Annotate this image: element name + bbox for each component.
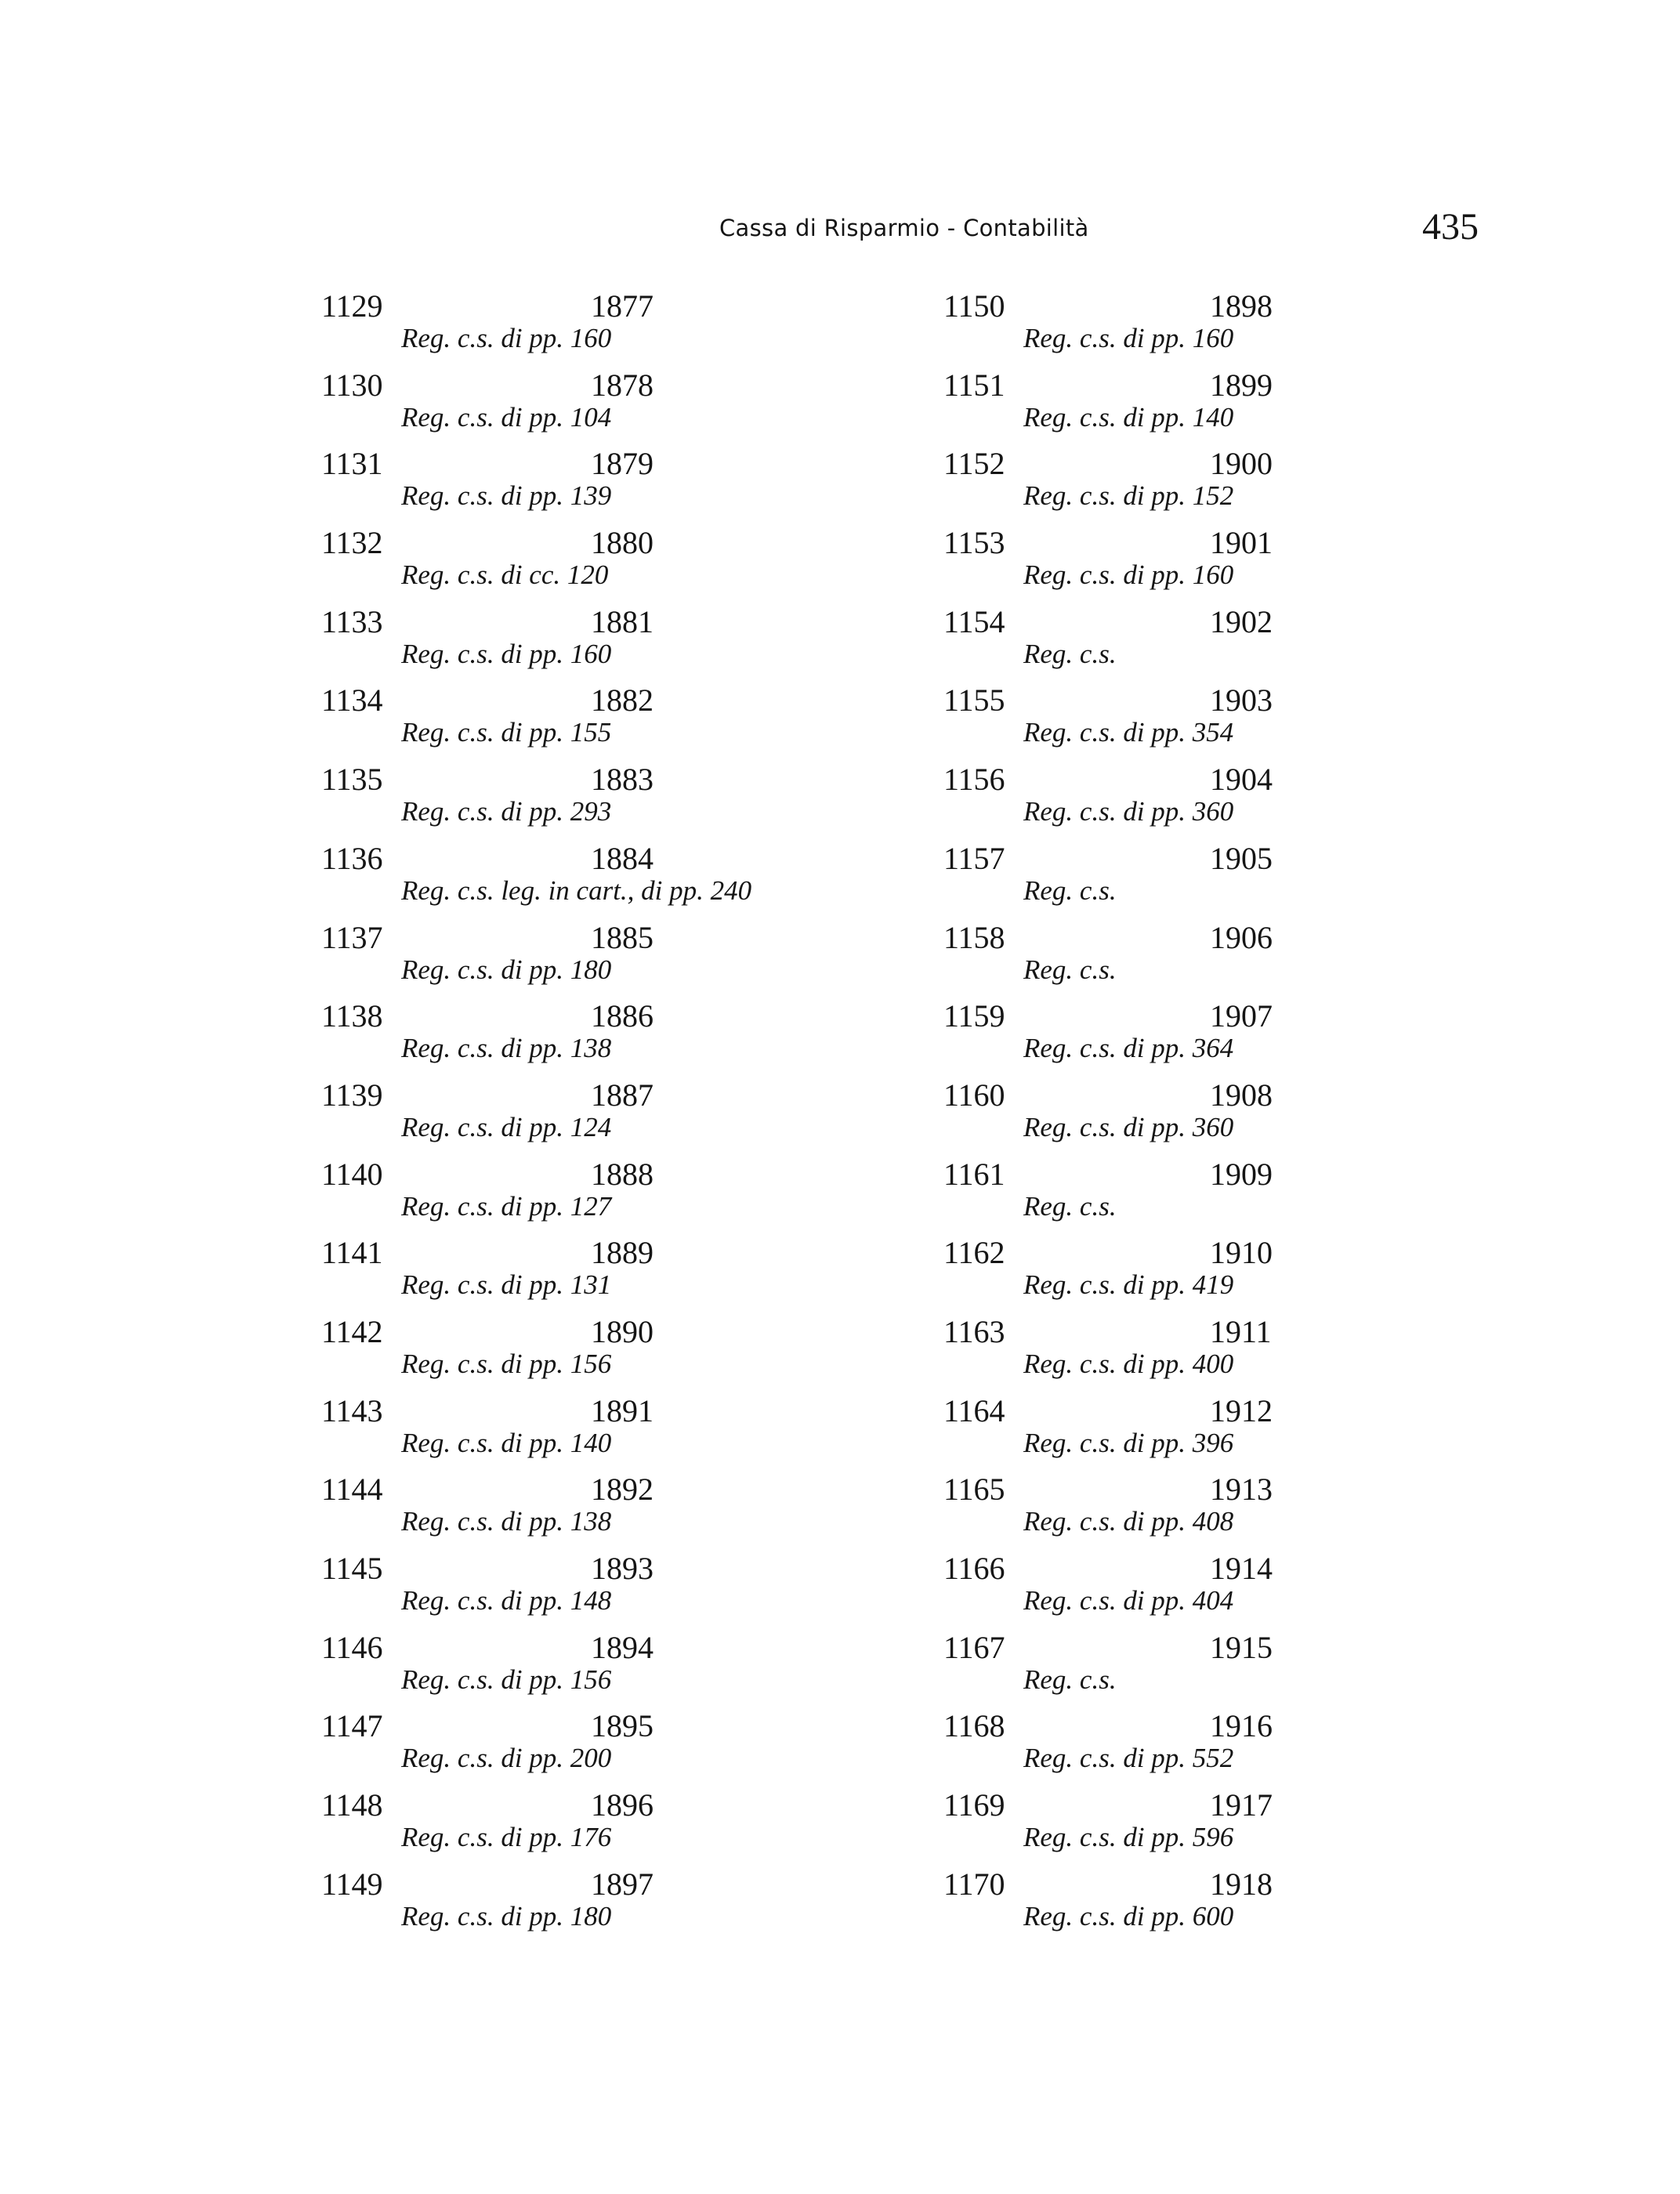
entry-number: 1140 xyxy=(321,1156,383,1192)
entry-description: Reg. c.s. di pp. 408 xyxy=(1023,1506,1234,1537)
entry-year: 1910 xyxy=(1210,1235,1273,1271)
catalogue-entry xyxy=(321,998,823,1077)
catalogue-entry xyxy=(321,1077,823,1157)
entry-year: 1881 xyxy=(591,603,654,639)
entry-description: Reg. c.s. di pp. 160 xyxy=(1023,559,1234,591)
catalogue-entry xyxy=(321,1472,823,1551)
catalogue-entry xyxy=(321,446,823,525)
entry-description: Reg. c.s. di pp. 139 xyxy=(401,480,612,512)
catalogue-entry xyxy=(321,367,823,447)
entry-year: 1893 xyxy=(591,1551,654,1586)
entry-number: 1138 xyxy=(321,998,383,1034)
entry-year: 1909 xyxy=(1210,1156,1273,1192)
catalogue-entry xyxy=(943,525,1445,604)
entry-description: Reg. c.s. di pp. 293 xyxy=(401,796,612,827)
entry-number: 1166 xyxy=(943,1551,1005,1586)
entry-number: 1139 xyxy=(321,1077,383,1113)
entry-year: 1878 xyxy=(591,367,654,403)
page-number: 435 xyxy=(1422,206,1479,248)
entry-number: 1162 xyxy=(943,1235,1005,1271)
entry-year: 1901 xyxy=(1210,525,1273,561)
catalogue-entry xyxy=(321,1630,823,1709)
entry-year: 1894 xyxy=(591,1629,654,1665)
entry-description: Reg. c.s. di pp. 200 xyxy=(401,1743,612,1774)
entry-number: 1163 xyxy=(943,1313,1005,1349)
left-column xyxy=(321,288,823,1945)
catalogue-entry xyxy=(321,1314,823,1393)
entry-number: 1144 xyxy=(321,1472,383,1508)
catalogue-entry xyxy=(943,682,1445,762)
entry-number: 1164 xyxy=(943,1392,1005,1428)
catalogue-entry xyxy=(321,288,823,367)
entry-description: Reg. c.s. di pp. 131 xyxy=(401,1269,612,1301)
entry-year: 1904 xyxy=(1210,762,1273,798)
right-column xyxy=(943,288,1445,1945)
entry-description: Reg. c.s. di pp. 140 xyxy=(401,1427,612,1458)
entry-year: 1917 xyxy=(1210,1787,1273,1823)
entry-year: 1895 xyxy=(591,1708,654,1744)
entry-number: 1137 xyxy=(321,919,383,955)
catalogue-entry xyxy=(943,1630,1445,1709)
entry-description: Reg. c.s. di cc. 120 xyxy=(401,559,609,591)
entry-number: 1149 xyxy=(321,1866,383,1902)
entry-number: 1130 xyxy=(321,367,383,403)
entry-description: Reg. c.s. di pp. 400 xyxy=(1023,1348,1234,1379)
entry-year: 1882 xyxy=(591,682,654,719)
entry-year: 1898 xyxy=(1210,288,1273,324)
entry-description: Reg. c.s. di pp. 552 xyxy=(1023,1743,1234,1774)
entry-description: Reg. c.s. xyxy=(1023,954,1117,985)
entry-year: 1889 xyxy=(591,1235,654,1271)
entry-description: Reg. c.s. di pp. 600 xyxy=(1023,1900,1234,1932)
entry-year: 1886 xyxy=(591,998,654,1034)
catalogue-entry xyxy=(321,682,823,762)
entry-year: 1888 xyxy=(591,1156,654,1192)
catalogue-entry xyxy=(943,998,1445,1077)
entry-number: 1132 xyxy=(321,525,383,561)
entry-number: 1157 xyxy=(943,840,1005,876)
running-title: Cassa di Risparmio - Contabilità xyxy=(719,215,1089,241)
entry-description: Reg. c.s. xyxy=(1023,638,1117,669)
entry-year: 1884 xyxy=(591,840,654,876)
catalogue-entry xyxy=(943,1314,1445,1393)
entry-number: 1135 xyxy=(321,762,383,798)
entry-description: Reg. c.s. xyxy=(1023,874,1117,906)
entry-number: 1131 xyxy=(321,446,383,482)
entry-number: 1133 xyxy=(321,603,383,639)
entry-description: Reg. c.s. di pp. 156 xyxy=(401,1348,612,1379)
entry-year: 1883 xyxy=(591,762,654,798)
catalogue-entry xyxy=(943,1787,1445,1866)
catalogue-entry xyxy=(321,1157,823,1236)
catalogue-entry xyxy=(321,1235,823,1314)
entry-year: 1914 xyxy=(1210,1551,1273,1586)
entry-description: Reg. c.s. di pp. 104 xyxy=(401,401,612,433)
entry-year: 1887 xyxy=(591,1077,654,1113)
catalogue-entry xyxy=(943,920,1445,999)
entry-description: Reg. c.s. di pp. 160 xyxy=(1023,323,1234,353)
entry-description: Reg. c.s. di pp. 176 xyxy=(401,1822,612,1853)
entry-year: 1899 xyxy=(1210,367,1273,403)
entry-description: Reg. c.s. di pp. 404 xyxy=(1023,1585,1234,1616)
entry-description: Reg. c.s. di pp. 124 xyxy=(401,1111,612,1142)
entry-year: 1907 xyxy=(1210,998,1273,1034)
entry-description: Reg. c.s. xyxy=(1023,1664,1117,1695)
entry-year: 1896 xyxy=(591,1787,654,1823)
entry-description: Reg. c.s. di pp. 396 xyxy=(1023,1427,1234,1458)
catalogue-entry xyxy=(943,1157,1445,1236)
catalogue-entry xyxy=(943,1393,1445,1472)
entry-year: 1902 xyxy=(1210,603,1273,639)
entry-number: 1156 xyxy=(943,762,1005,798)
entry-year: 1900 xyxy=(1210,446,1273,482)
entry-year: 1915 xyxy=(1210,1629,1273,1665)
catalogue-entry xyxy=(321,1866,823,1946)
catalogue-entry xyxy=(943,288,1445,367)
entry-year: 1905 xyxy=(1210,840,1273,876)
entry-description: Reg. c.s. di pp. 596 xyxy=(1023,1822,1234,1853)
catalogue-entry xyxy=(943,1708,1445,1787)
entry-number: 1148 xyxy=(321,1787,383,1823)
entry-number: 1158 xyxy=(943,919,1005,955)
entry-number: 1146 xyxy=(321,1629,383,1665)
entry-description: Reg. c.s. di pp. 152 xyxy=(1023,480,1234,512)
entry-number: 1142 xyxy=(321,1313,383,1349)
entry-number: 1143 xyxy=(321,1392,383,1428)
entry-description: Reg. c.s. di pp. 148 xyxy=(401,1585,612,1616)
catalogue-entry xyxy=(321,841,823,920)
entry-number: 1129 xyxy=(321,288,383,324)
catalogue-entry xyxy=(943,604,1445,683)
entry-description: Reg. c.s. di pp. 138 xyxy=(401,1033,612,1064)
catalogue-entry xyxy=(943,1472,1445,1551)
entry-year: 1916 xyxy=(1210,1708,1273,1744)
entry-description: Reg. c.s. di pp. 155 xyxy=(401,717,612,748)
entry-number: 1147 xyxy=(321,1708,383,1744)
entry-year: 1908 xyxy=(1210,1077,1273,1113)
entry-number: 1141 xyxy=(321,1235,383,1271)
entry-year: 1918 xyxy=(1210,1866,1273,1902)
entry-description: Reg. c.s. di pp. 140 xyxy=(1023,401,1234,433)
entry-number: 1152 xyxy=(943,446,1005,482)
entry-year: 1903 xyxy=(1210,682,1273,719)
entry-description: Reg. c.s. xyxy=(1023,1190,1117,1222)
entry-year: 1912 xyxy=(1210,1392,1273,1428)
catalogue-entry xyxy=(321,604,823,683)
entry-description: Reg. c.s. di pp. 160 xyxy=(401,323,612,353)
catalogue-entry xyxy=(943,762,1445,841)
entry-number: 1145 xyxy=(321,1551,383,1586)
entry-description: Reg. c.s. di pp. 364 xyxy=(1023,1033,1234,1064)
entry-number: 1167 xyxy=(943,1629,1005,1665)
entry-number: 1134 xyxy=(321,682,383,719)
catalogue-entry xyxy=(943,1235,1445,1314)
catalogue-entry xyxy=(943,1551,1445,1630)
catalogue-entry xyxy=(321,762,823,841)
entry-number: 1154 xyxy=(943,603,1005,639)
entry-number: 1136 xyxy=(321,840,383,876)
entry-year: 1890 xyxy=(591,1313,654,1349)
entry-year: 1891 xyxy=(591,1392,654,1428)
entry-number: 1155 xyxy=(943,682,1005,719)
entry-description: Reg. c.s. di pp. 138 xyxy=(401,1506,612,1537)
entry-year: 1897 xyxy=(591,1866,654,1902)
entry-year: 1911 xyxy=(1210,1313,1272,1349)
entry-description: Reg. c.s. di pp. 127 xyxy=(401,1190,612,1222)
catalogue-entry xyxy=(943,367,1445,447)
entry-description: Reg. c.s. di pp. 354 xyxy=(1023,717,1234,748)
catalogue-entry xyxy=(321,1787,823,1866)
entry-number: 1169 xyxy=(943,1787,1005,1823)
entry-year: 1913 xyxy=(1210,1472,1273,1508)
entry-description: Reg. c.s. di pp. 156 xyxy=(401,1664,612,1695)
page-header xyxy=(0,0,1680,266)
entry-number: 1150 xyxy=(943,288,1005,324)
catalogue-entry xyxy=(321,1708,823,1787)
entry-description: Reg. c.s. di pp. 360 xyxy=(1023,1111,1234,1142)
entry-year: 1879 xyxy=(591,446,654,482)
entry-description: Reg. c.s. leg. in cart., di pp. 240 xyxy=(401,874,752,906)
catalogue-entry xyxy=(943,1077,1445,1157)
catalogue-entry xyxy=(321,920,823,999)
entry-number: 1159 xyxy=(943,998,1005,1034)
entry-year: 1880 xyxy=(591,525,654,561)
catalogue-entry xyxy=(321,1551,823,1630)
catalogue-entry xyxy=(321,525,823,604)
entry-number: 1153 xyxy=(943,525,1005,561)
entry-year: 1877 xyxy=(591,288,654,324)
entry-number: 1168 xyxy=(943,1708,1005,1744)
entry-year: 1885 xyxy=(591,919,654,955)
entry-number: 1165 xyxy=(943,1472,1005,1508)
catalogue-entry xyxy=(943,841,1445,920)
entry-description: Reg. c.s. di pp. 160 xyxy=(401,638,612,669)
entry-year: 1906 xyxy=(1210,919,1273,955)
entry-number: 1161 xyxy=(943,1156,1005,1192)
catalogue-entry xyxy=(321,1393,823,1472)
entry-number: 1151 xyxy=(943,367,1005,403)
entry-number: 1170 xyxy=(943,1866,1005,1902)
catalogue-entry xyxy=(943,1866,1445,1946)
entry-number: 1160 xyxy=(943,1077,1005,1113)
entry-description: Reg. c.s. di pp. 180 xyxy=(401,1900,612,1932)
entry-description: Reg. c.s. di pp. 419 xyxy=(1023,1269,1234,1301)
catalogue-entry xyxy=(943,446,1445,525)
entry-year: 1892 xyxy=(591,1472,654,1508)
entry-description: Reg. c.s. di pp. 180 xyxy=(401,954,612,985)
entry-description: Reg. c.s. di pp. 360 xyxy=(1023,796,1234,827)
